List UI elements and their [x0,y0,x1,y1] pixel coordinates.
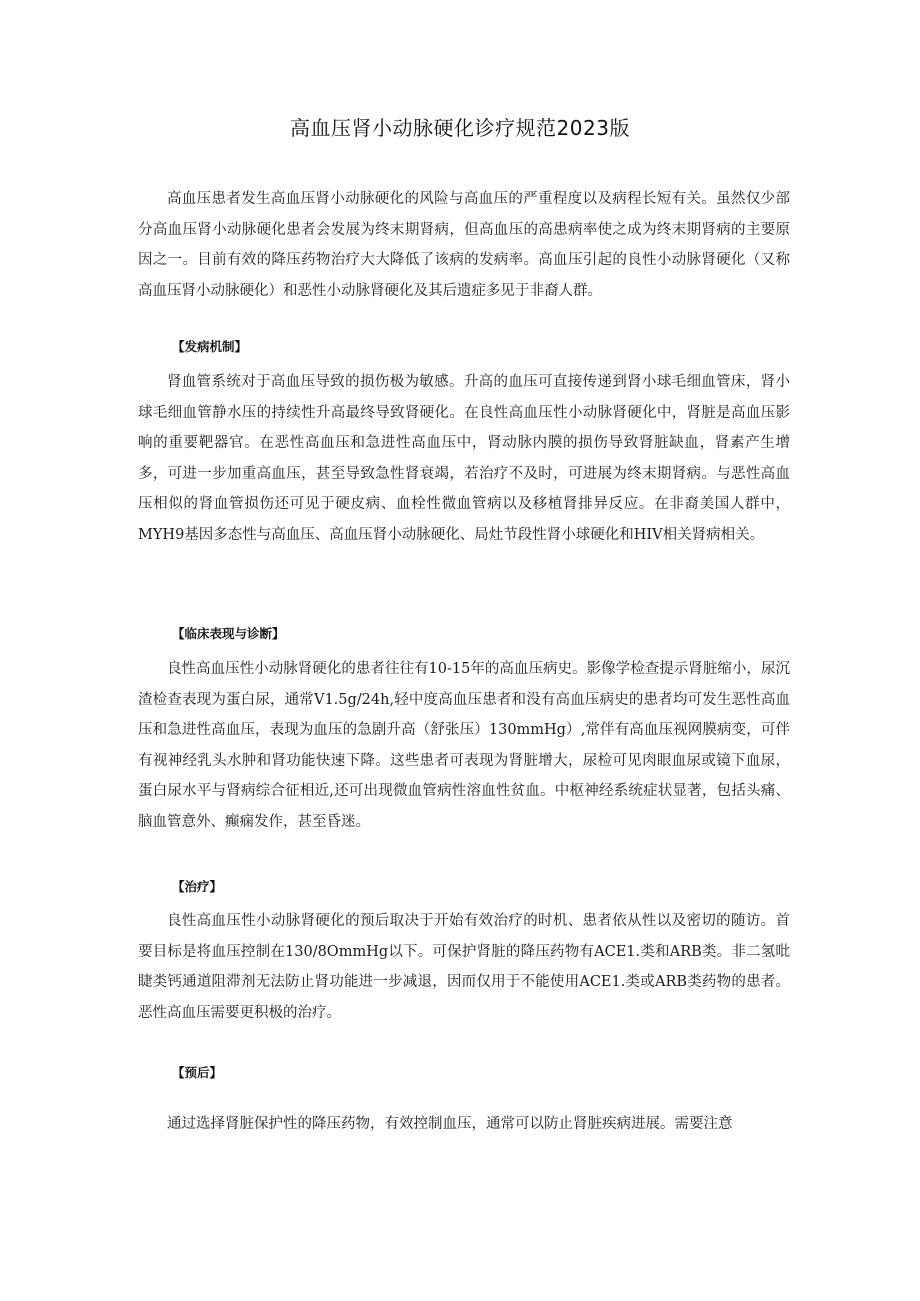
section-body-clinical: 良性高血压性小动脉肾硬化的患者往往有10-15年的高血压病史。影像学检查提示肾脏缩小，尿沉渣检查表现为蛋白尿，通常V1.5g/24h,轻中度高血压患者和没有高血压病史的患者均可发生恶性高血压和急进性高血压，表现为血压的急剧升高（舒张压）130mmHg）,常伴有高血压视网膜病变，可伴有视神经乳头水肿和肾功能快速下降。这些患者可表现为肾脏增大，尿检可见肉眼血尿或镜下血尿，蛋白尿水平与肾病综合征相近,还可出现微血管病性溶血性贫血。中枢神经系统症状显著，包括头痛、脑血管意外、癫痫发作，甚至昏迷。 [138,661,790,830]
section-body-pathogenesis: 肾血管系统对于高血压导致的损伤极为敏感。升高的血压可直接传递到肾小球毛细血管床，肾小球毛细血管静水压的持续性升高最终导致肾硬化。在良性高血压性小动脉肾硬化中，肾脏是高血压影响的重要靶器官。在恶性高血压和急进性高血压中，肾动脉内膜的损伤导致肾脏缺血，肾素产生增多，可进一步加重高血压，甚至导致急性肾衰竭，若治疗不及时，可进展为终末期肾病。与恶性高血压相似的肾血管损伤还可见于硬皮病、血栓性微血管病以及移植肾排异反应。在非裔美国人群中，MYH9基因多态性与高血压、高血压肾小动脉硬化、局灶节段性肾小球硬化和HIV相关肾病相关。 [138,374,790,543]
section-heading-pathogenesis: 【发病机制】 [172,339,248,354]
section-body-prognosis: 通过选择肾脏保护性的降压药物，有效控制血压，通常可以防止肾脏疾病进展。需要注意 [167,1116,733,1132]
page-title: 高血压肾小动脉硬化诊疗规范2023版 [290,116,630,140]
section-heading-treatment: 【治疗】 [172,879,223,894]
intro-paragraph: 高血压患者发生高血压肾小动脉硬化的风险与高血压的严重程度以及病程长短有关。虽然仅少部分高血压肾小动脉硬化患者会发展为终末期肾病，但高血压的高患病率使之成为终末期肾病的主要原因之一。目前有效的降压药物治疗大大降低了该病的发病率。高血压引起的良性小动脉肾硬化（又称高血压肾小动脉硬化）和恶性小动脉肾硬化及其后遗症多见于非裔人群。 [138,191,790,299]
section-heading-clinical: 【临床表现与诊断】 [172,626,285,641]
section-heading-prognosis: 【预后】 [172,1065,223,1080]
section-body-treatment: 良性高血压性小动脉肾硬化的预后取决于开始有效治疗的时机、患者依从性以及密切的随访。首要目标是将血压控制在130/8OmmHg以下。可保护肾脏的降压药物有ACE1.类和ARB类。非二氢吡睫类钙通道阻滞剂无法防止肾功能进一步减退，因而仅用于不能使用ACE1.类或ARB类药物的患者。恶性高血压需要更积极的治疗。 [138,913,790,1021]
